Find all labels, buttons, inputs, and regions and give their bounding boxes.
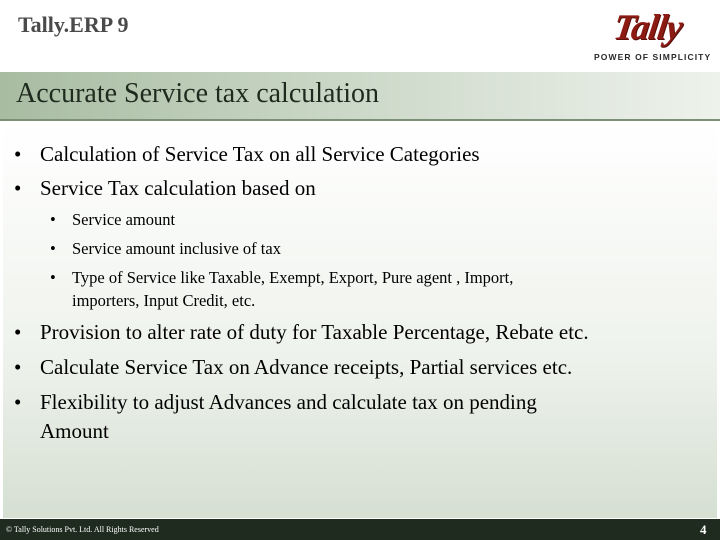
bullet-marker: •	[50, 239, 56, 258]
title-divider	[0, 119, 720, 121]
bullet-text: Service Tax calculation based on	[40, 176, 316, 200]
bullet-text-continuation: Amount	[40, 419, 109, 443]
logo-wordmark: Tally	[611, 7, 685, 47]
product-name: Tally.ERP 9	[18, 12, 129, 37]
copyright-notice: © Tally Solutions Pvt. Ltd. All Rights Reserved	[6, 525, 159, 534]
bullet-marker: •	[14, 390, 22, 414]
slide-title: Accurate Service tax calculation	[16, 78, 380, 109]
tally-logo	[594, 6, 712, 64]
bullet-text: Calculation of Service Tax on all Service Categories	[40, 142, 480, 166]
bullet-marker: •	[14, 142, 22, 166]
header	[0, 0, 720, 72]
logo-tagline: POWER OF SIMPLICITY	[594, 52, 712, 62]
bullet-text: Provision to alter rate of duty for Taxable Percentage, Rebate etc.	[40, 320, 589, 344]
bullet-text: Service amount	[72, 210, 176, 229]
bullet-text: Service amount inclusive of tax	[72, 239, 281, 258]
bullet-text: Flexibility to adjust Advances and calculate tax on pending	[40, 390, 537, 414]
bullet-marker: •	[14, 355, 22, 379]
bullet-marker: •	[14, 176, 22, 200]
bullet-text: Type of Service like Taxable, Exempt, Export, Pure agent , Import,	[72, 268, 514, 287]
bullet-text: Calculate Service Tax on Advance receipts, Partial services etc.	[40, 355, 573, 379]
bullet-marker: •	[50, 268, 56, 287]
bullet-marker: •	[14, 320, 22, 344]
page-number: 4	[700, 522, 707, 537]
bullet-marker: •	[50, 210, 56, 229]
bullet-text-continuation: importers, Input Credit, etc.	[72, 291, 256, 310]
